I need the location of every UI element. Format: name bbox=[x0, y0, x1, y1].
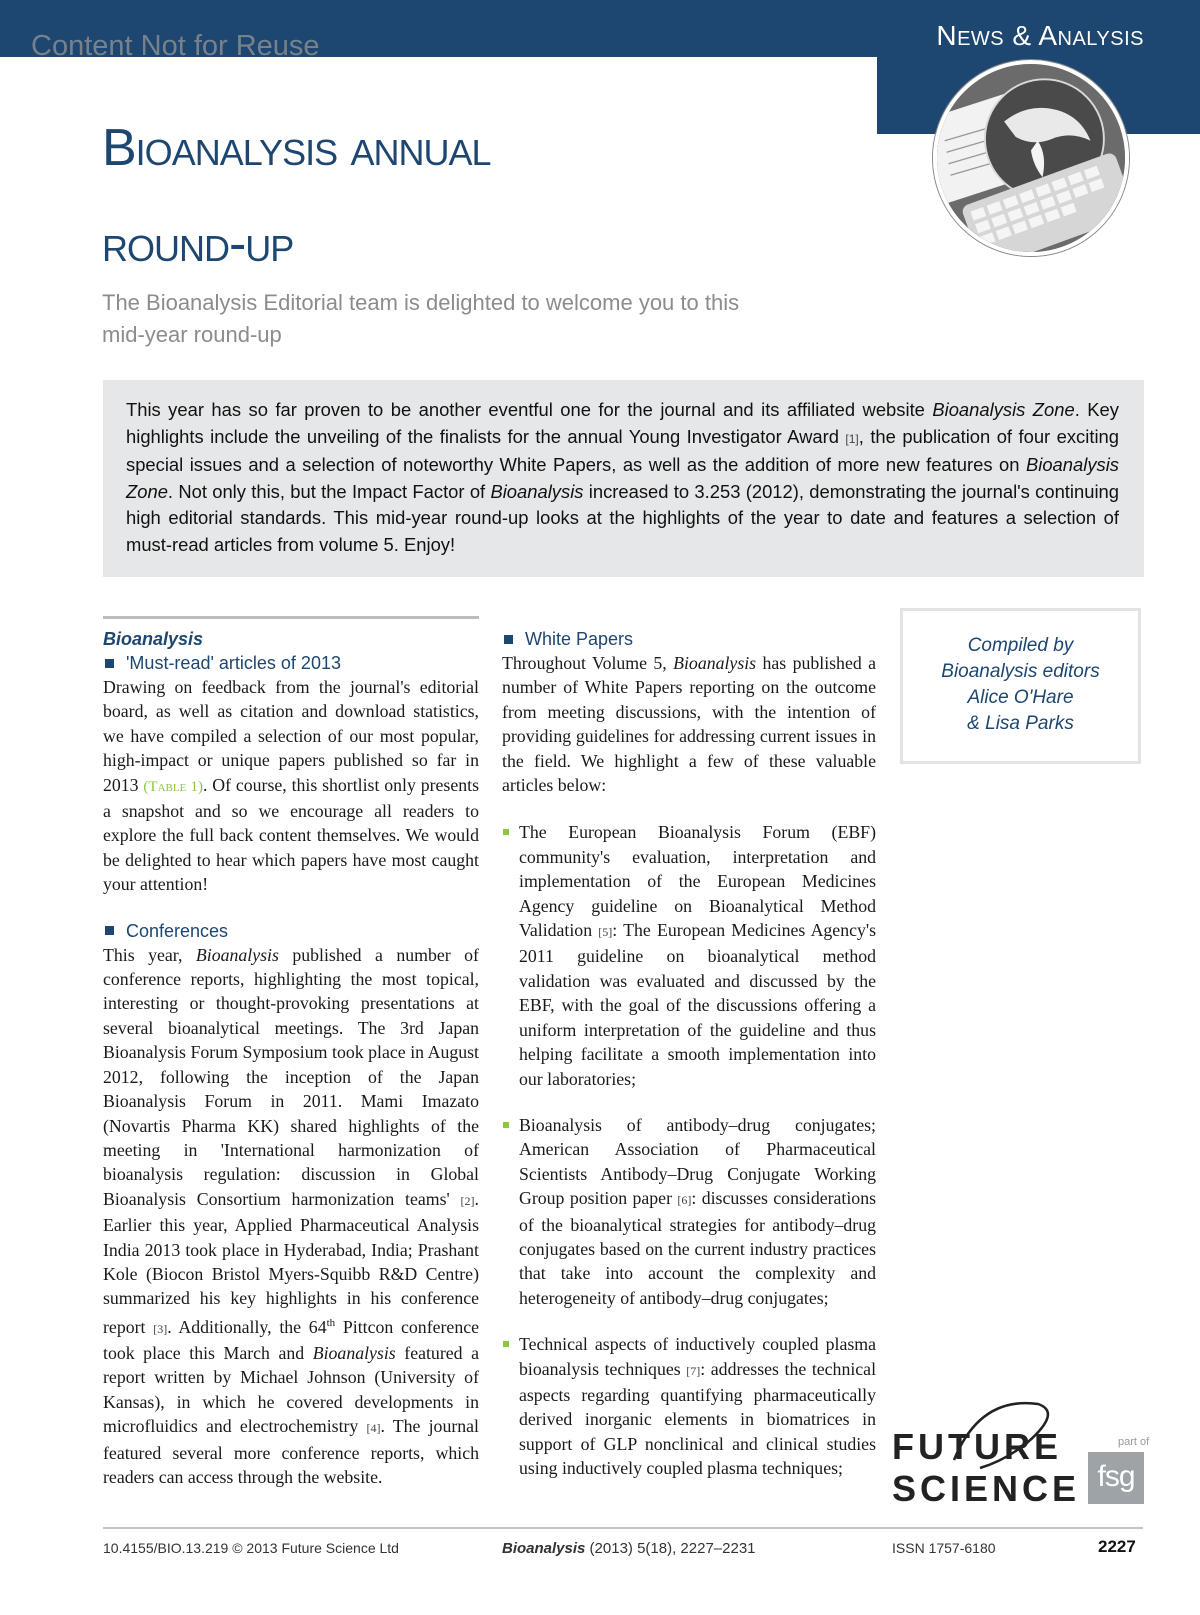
abstract-site-name: Bioanalysis Zone bbox=[932, 399, 1075, 420]
reference-link[interactable]: [1] bbox=[845, 431, 859, 446]
paragraph-text: . Earlier this year, Applied Pharmaceutical Analysis India 2013 took place in Hyderabad, India; Prashant Kole (Biocon Bristol Myers-Squibb R&D Centre) summarized his key highlights in his conference report bbox=[103, 1188, 479, 1337]
article-subtitle: The Bioanalysis Editorial team is delighted to welcome you to this mid-year round-up bbox=[102, 290, 740, 347]
reference-link[interactable]: [5] bbox=[598, 925, 613, 940]
footer-citation bbox=[502, 1540, 756, 1557]
white-papers-heading bbox=[502, 627, 876, 651]
logo-line-1: FUTURE bbox=[892, 1426, 1062, 1467]
section-label: News & Analysis bbox=[936, 20, 1144, 51]
must-read-paragraph bbox=[103, 675, 479, 897]
page-number: 2227 bbox=[1098, 1537, 1136, 1556]
footer-journal-name: Bioanalysis bbox=[502, 1540, 586, 1557]
paragraph-text: . Of course, this shortlist only presents a snapshot and so we encourage all readers to explore the full back content themselves. We would be delighted to hear which papers have most caught your attention! bbox=[103, 774, 479, 895]
journal-name: Bioanalysis bbox=[195, 944, 279, 965]
title-line-2: round-up bbox=[102, 215, 294, 273]
article-title bbox=[102, 100, 862, 292]
fsg-badge: fsg bbox=[1088, 1452, 1144, 1504]
title-line-1: Bioanalysis annual bbox=[102, 119, 491, 177]
reference-link[interactable]: [3] bbox=[153, 1321, 168, 1336]
column-left bbox=[103, 616, 479, 1490]
editor-name: Alice O'Hare bbox=[967, 687, 1074, 708]
paragraph-text: featured a report written by Michael Johnson (University of Kansas), in which he covered developments in microfluidics and electrochemistry bbox=[103, 1343, 479, 1437]
paragraph-text: has published a number of White Papers reporting on the outcome from meeting discussions, with the intention of providing guidelines for addressing current issues in the field. We highlight a few of these valuable articles below: bbox=[502, 653, 876, 796]
reference-link[interactable]: [6] bbox=[677, 1193, 692, 1208]
logo-wordmark bbox=[892, 1426, 1080, 1510]
conferences-paragraph bbox=[103, 943, 479, 1490]
list-item-text: : addresses the technical aspects regarding quantifying pharmaceutically derived inorganic elements in biomatrices in support of GLP nonclinical and clinical studies using inductively coupled plasma techniques; bbox=[519, 1358, 877, 1479]
square-bullet-icon bbox=[105, 926, 114, 935]
bullet-icon bbox=[503, 1122, 509, 1128]
abstract-box bbox=[103, 380, 1144, 577]
paragraph-text: Drawing on feedback from the journal's editorial board, as well as citation and download statistics, we have compiled a selection of our most popular, high-impact or unique papers published so far in 2013 bbox=[103, 677, 479, 795]
list-item bbox=[502, 1332, 876, 1480]
list-item-text: Bioanalysis of antibody–drug conjugates; American Association of Pharmaceutical Scientists Antibody–Drug Conjugate Working Group position paper bbox=[519, 1114, 876, 1209]
square-bullet-icon bbox=[504, 635, 513, 644]
white-papers-heading-text: White Papers bbox=[525, 629, 634, 649]
globe-icon bbox=[937, 64, 1125, 252]
watermark: Content Not for Reuse bbox=[31, 30, 320, 62]
journal-heading: Bioanalysis bbox=[103, 629, 204, 649]
paragraph-text: Throughout Volume 5, bbox=[502, 653, 674, 673]
list-item-text: : discusses considerations of the bioanalytical strategies for antibody–drug conjugates based on the current industry practices that take into account the complexity and heterogeneity of antibody–drug conjugates; bbox=[519, 1188, 876, 1308]
journal-name: Bioanalysis bbox=[673, 653, 757, 673]
list-item-text: Technical aspects of inductively coupled plasma bioanalysis techniques bbox=[519, 1334, 876, 1379]
globe-keyboard-image bbox=[933, 60, 1129, 256]
compiled-by-label: Compiled by bbox=[967, 635, 1074, 656]
logo-part-of: part of bbox=[1118, 1436, 1150, 1448]
conferences-heading-text: Conferences bbox=[126, 920, 229, 941]
must-read-heading-text: 'Must-read' articles of 2013 bbox=[126, 653, 341, 673]
journal-name: Bioanalysis bbox=[312, 1343, 396, 1364]
list-item bbox=[502, 820, 876, 1090]
bullet-icon bbox=[503, 1341, 509, 1347]
bullet-icon bbox=[503, 829, 509, 835]
abstract-text: , the publication of four exciting special issues and a selection of noteworthy White Papers, as well as the addition of more new features on bbox=[126, 425, 1119, 476]
paragraph-text: . The journal featured several more conference reports, which readers can access through the website. bbox=[103, 1416, 479, 1488]
superscript: th bbox=[326, 1316, 336, 1329]
footer-citation-text: (2013) 5(18), 2227–2231 bbox=[585, 1540, 756, 1557]
paragraph-text: This year, bbox=[103, 944, 196, 965]
reference-link[interactable]: [7] bbox=[686, 1363, 701, 1378]
white-papers-list bbox=[502, 820, 876, 1480]
abstract-text: increased to 3.253 (2012), demonstrating the journal's continuing high editorial standards. This mid-year round-up looks at the highlights of the year to date and features a selection of must-read articles from volume 5. Enjoy! bbox=[126, 480, 1119, 555]
compiled-by-box bbox=[900, 608, 1141, 764]
logo-line-2: SCIENCE bbox=[892, 1468, 1081, 1509]
conferences-heading bbox=[103, 919, 479, 943]
paragraph-text: . Additionally, the 64 bbox=[167, 1316, 327, 1337]
reference-link[interactable]: [2] bbox=[460, 1193, 475, 1208]
list-item-text: The European Bioanalysis Forum (EBF) community's evaluation, interpretation and implementation of the European Medicines Agency guideline on Bioanalytical Method Validation bbox=[519, 822, 876, 941]
column-middle bbox=[502, 616, 876, 1503]
footer-issn: ISSN 1757-6180 bbox=[892, 1540, 996, 1556]
abstract-text: . Key highlights include the unveiling of the finalists for the annual Young Investigator Award bbox=[126, 399, 1119, 447]
paragraph-text: published a number of conference reports, highlighting the most topical, interesting or thought-provoking presentations at several bioanalytical meetings. The 3rd Japan Bioanalysis Forum Symposium took place in August 2012, following the inception of the Japan Bioanalysis Forum in 2011. Mami Imazato (Novartis Pharma KK) shared highlights of the meeting in 'International harmonization of bioanalysis regulation: discussion in Global Bioanalysis Consortium harmonization teams' bbox=[103, 944, 479, 1209]
compiled-by-editors: Bioanalysis editors bbox=[941, 661, 1100, 682]
abstract-journal-name: Bioanalysis bbox=[490, 480, 584, 502]
abstract-site-name: Bioanalysis Zone bbox=[126, 454, 1119, 502]
abstract-text: . Not only this, but the Impact Factor of bbox=[167, 480, 491, 502]
list-item bbox=[502, 1113, 876, 1310]
footer-doi: 10.4155/BIO.13.219 © 2013 Future Science Ltd bbox=[103, 1540, 399, 1556]
white-papers-paragraph bbox=[502, 651, 876, 797]
table-reference-link[interactable]: (Table 1) bbox=[143, 778, 203, 795]
future-science-logo[interactable] bbox=[892, 1398, 1192, 1508]
paragraph-text: Pittcon conference took place this March and bbox=[103, 1316, 480, 1364]
editor-name: & Lisa Parks bbox=[967, 713, 1074, 734]
abstract-text: This year has so far proven to be another eventful one for the journal and its affiliated website bbox=[126, 399, 933, 420]
footer-divider bbox=[103, 1527, 1143, 1529]
reference-link[interactable]: [4] bbox=[366, 1421, 381, 1436]
spacer bbox=[103, 897, 479, 919]
list-item-text: : The European Medicines Agency's 2011 guideline on bioanalytical method validation was evaluated and discussed by the EBF, with the goal of the discussions offering a uniform interpretation of the guideline and thus helping facilitate a smooth implementation into our laboratories; bbox=[519, 920, 876, 1089]
square-bullet-icon bbox=[105, 659, 114, 668]
must-read-heading bbox=[103, 651, 479, 675]
